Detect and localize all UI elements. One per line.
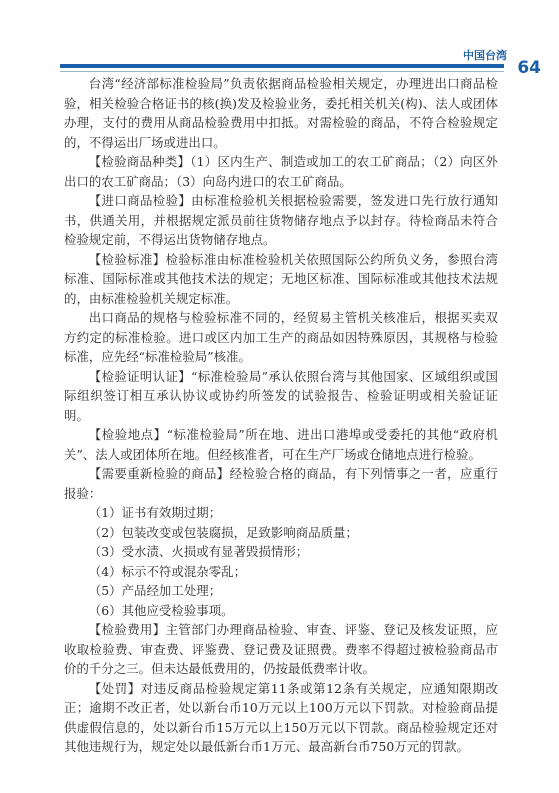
paragraph-certification: 【检验证明认证】“标准检验局”承认依照台湾与其他国家、区域组织或国际组织签订相互承认协议或协约所签发的试验报告、检验证明或相关验证证明。 xyxy=(64,368,498,423)
list-item: （4）标示不符或混杂零乱； xyxy=(88,563,247,579)
paragraph-penalties: 【处罚】对违反商品检验规定第11条或第12条有关规定，应通知限期改正；逾期不改正者，处以新台币10万元以上100万元以下罚款。对检验商品提供虚假信息的，处以新台币15万元以上150万元以下罚款。商品检验规定还对其他违规行为，规定处以最低新台币1万元、最高新台币750万元的罚款。 xyxy=(64,680,498,754)
header-subrule xyxy=(60,71,504,72)
paragraph-fees: 【检验费用】主管部门办理商品检验、审查、评鉴、登记及核发证照，应收取检验费、审查费、评鉴费、登记费及证照费。费率不得超过被检验商品市价的千分之三。但未达最低费用的，仍按最低费率计收。 xyxy=(64,622,498,676)
section-title: 中国台湾 xyxy=(463,49,507,62)
list-item: （3）受水渍、火损或有显著毁损情形； xyxy=(88,544,309,559)
list-item: （1）证书有效期过期； xyxy=(88,505,222,520)
paragraph-intro: 台湾“经济部标准检验局”负责依据商品检验相关规定，办理进出口商品检验，相关检验合格证书的核(换)发及检验业务，委托相关机关(构)、法人或团体办理，支付的费用从商品检验费用中扣抵。对需检验的商品，不符合检验规定的，不得运出厂场或进出口。 xyxy=(64,76,498,150)
paragraph-commodity-types: 【检验商品种类】（1）区内生产、制造或加工的农工矿商品；（2）向区外出口的农工矿商品；（3）向岛内进口的农工矿商品。 xyxy=(64,154,498,189)
list-item: （6）其他应受检验事项。 xyxy=(88,602,234,618)
paragraph-inspection-standards: 【检验标准】检验标准由标准检验机关依照国际公约所负义务，参照台湾标准、国际标准或其他技术法的规定；无地区标准、国际标准或其他技术法规的，由标准检验机关规定标准。 xyxy=(64,251,498,306)
page-number: 64 xyxy=(517,58,541,78)
header-rule xyxy=(60,64,504,68)
document-body xyxy=(64,74,498,757)
paragraph-export-specs: 出口商品的规格与检验标准不同的，经贸易主管机关核准后，根据买卖双方约定的标准检验。进口或区内加工生产的商品如因特殊原因，其规格与检验标准，应先经“标准检验局”核准。 xyxy=(64,310,498,364)
paragraph-reinspection: 【需要重新检验的商品】经检验合格的商品，有下列情事之一者，应重行报验： xyxy=(64,466,498,501)
paragraph-import-inspection: 【进口商品检验】由标准检验机关根据检验需要，签发进口先行放行通知书，供通关用，并根据规定派员前往货物储存地点予以封存。待检商品未符合检验规定前，不得运出货物储存地点。 xyxy=(64,193,498,247)
list-item: （2）包装改变或包装腐损，足致影响商品质量； xyxy=(88,524,358,540)
paragraph-inspection-location: 【检验地点】“标准检验局”所在地、进出口港埠或受委托的其他“政府机关”、法人或团体所在地。但经核准者，可在生产厂场或仓储地点进行检验。 xyxy=(64,427,498,462)
list-item: （5）产品经加工处理； xyxy=(88,583,222,598)
